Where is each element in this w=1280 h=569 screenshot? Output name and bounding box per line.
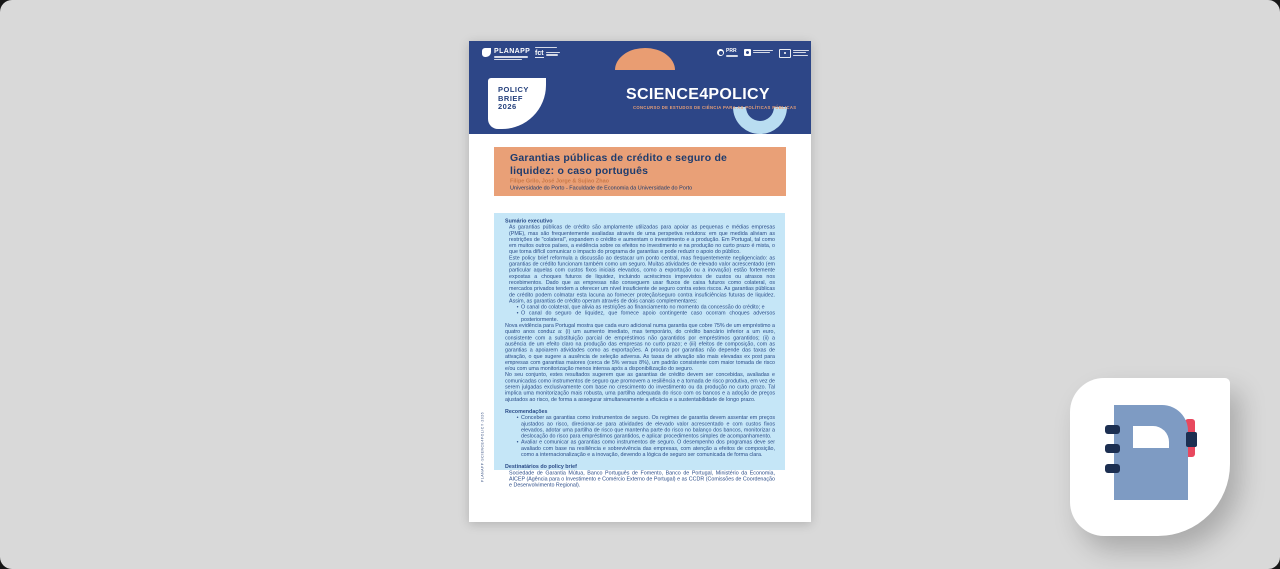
policy-brief-page — [469, 41, 811, 522]
eu-text-bar — [793, 50, 809, 51]
fct-logo-text: fct — [535, 50, 544, 58]
fct-caption-bar — [535, 47, 557, 48]
notebook-pen-clip-icon — [1186, 432, 1197, 447]
document-title-block — [494, 147, 786, 196]
document-affiliation: Universidade do Porto - Faculdade de Economia da Universidade do Porto — [510, 185, 693, 191]
notebook-icon — [1114, 405, 1188, 500]
section-heading-executive-summary: Sumário executivo — [505, 218, 553, 224]
prr-icon — [717, 49, 724, 56]
planapp-tagline-bar — [494, 56, 528, 57]
planapp-leaf-icon — [482, 48, 491, 57]
badge-line-brief: BRIEF — [498, 93, 523, 103]
bullet-icon: • — [516, 304, 519, 311]
document-authors: Filipe Grilo, José Jorge & Sujiao Zhao — [510, 178, 610, 184]
republica-portuguesa-icon — [744, 49, 751, 56]
republica-portuguesa-logo — [744, 49, 773, 56]
science4policy-subtitle: CONCURSO DE ESTUDOS DE CIÊNCIA PARA AS POLÍTICAS PÚBLICAS — [633, 105, 797, 110]
eu-flag-icon — [779, 49, 791, 58]
executive-paragraph: No seu conjunto, estes resultados sugerem que as garantias de crédito devem ser concebidas, avaliadas e comunicadas como instrumentos de seguro que promovem a resiliência e a tomada de risco produtiva, em vez de serem julgadas exclusivamente com base no crescimento do investimento ou da produção no curto prazo. Tal implica uma monitorização mais robusta, uma partilha adequada do risco com os bancos e a adoção de preços ajustados ao risco, de forma a assegurar simultaneamente a eficácia e a sustentabilidade de longo prazo. — [505, 371, 775, 403]
document-title: Garantias públicas de crédito e seguro de liquidez: o caso português — [510, 152, 728, 177]
section-heading-recipients: Destinatários do policy brief — [505, 463, 577, 470]
leaf-logo-container — [1070, 378, 1230, 536]
prr-logo — [717, 49, 738, 57]
policy-brief-badge — [488, 78, 546, 129]
eu-funding-logo — [779, 49, 809, 58]
bullet-icon: • — [516, 310, 519, 317]
prr-tagline-bar — [726, 55, 738, 56]
fct-tagline-bar — [546, 52, 560, 53]
planapp-logo-text: PLANAPP — [494, 48, 531, 55]
banner-header — [469, 41, 811, 134]
badge-line-year: 2026 — [498, 102, 517, 112]
notebook-ring-icon — [1105, 444, 1120, 453]
side-margin-micro-text: PLANAPP·SCIENCE4POLICY·2026 — [481, 411, 485, 482]
executive-paragraph: Este policy brief reformula a discussão ao destacar um ponto central, mas frequentemente negligenciado: as garantias de crédito funcionam também como um seguro. Muitas atividades de elevado valor acrescentado (em particular aquelas com custos fixos iniciais elevados, como a exportação ou a inovação) estão fortemente expostas a choques futuros de liquidez, incluindo acréscimos imprevistos de custos ou atrasos nos recebimentos. Dado que as empresas não conseguem usar fluxos de caixa futuros como colateral, os mercados privados tendem a oferecer um nível insuficiente de seguro contra estes riscos. As garantias públicas de crédito podem colmatar esta lacuna ao fornecer proteção/seguro contra insuficiências futuras de liquidez. Assim, as garantias de crédito operam através de dois canais complementares: — [509, 254, 775, 304]
recommendation-bullet: • Conceber as garantias como instrumentos de seguro. Os regimes de garantia devem assentar em preços ajustados ao risco, direcionar-se para atividades de elevado valor acrescentado e com custos fixos elevados, adotar uma partilha de risco que mantenha parte do risco no balanço dos bancos, monitorizar a deslocação do risco para empréstimos garantidos, e aplicar procedimentos simples de acompanhamento. — [514, 415, 775, 440]
gov-text-bar — [753, 50, 773, 51]
notebook-ring-icon — [1105, 425, 1120, 434]
executive-paragraph: Nova evidência para Portugal mostra que cada euro adicional numa garantia que cobre 75% de um empréstimo a quatro anos conduz a: (i) um aumento imediato, mas temporário, do crédito bancário inferior a um euro, consistente com a substituição parcial de empréstimos não garantidos por empréstimos garantidos; (ii) a ausência de um efeito claro na produção das empresas no curto prazo; e (iii) efeitos de composição, com as garantias a apoiarem atividades como as exportações. A procura por garantias não depende das taxas de ativação, o que sugere a ausência de seleção adversa. As taxas de ativação são mais elevadas ex post para empresas com garantias maiores (cerca de 5% versus 8%), um padrão consistente com maior tomada de risco e/ou com uma monitorização menos intensa após a disponibilização do seguro. — [505, 322, 775, 372]
fct-logo — [535, 47, 560, 58]
bullet-icon: • — [516, 439, 519, 446]
eu-text-bar — [793, 55, 808, 56]
planapp-logo — [482, 48, 530, 60]
badge-line-policy: POLICY — [498, 85, 529, 94]
orange-semicircle-shape — [615, 48, 675, 70]
notebook-ring-icon — [1105, 464, 1120, 473]
funding-logos — [717, 49, 809, 58]
blue-arc-shape — [733, 107, 787, 134]
gov-text-bar — [753, 52, 770, 53]
notebook-page-icon — [1133, 426, 1169, 448]
recipients-paragraph: Sociedade de Garantia Mútua, Banco Português de Fomento, Banco de Portugal, Ministério da Economia, AICEP (Agência para o Investimento e Comércio Externo de Portugal) e as CCDR (Comissões de Coordenação e Desenvolvimento Regional). — [509, 469, 775, 489]
fct-tagline-bar — [546, 54, 558, 55]
section-heading-recommendations: Recomendações — [505, 408, 548, 415]
bullet-icon: • — [516, 414, 519, 421]
executive-bullet: • O canal do colateral, que alivia as restrições ao financiamento no momento da concessão do crédito; e — [514, 304, 775, 310]
prr-logo-text: PRR — [726, 48, 737, 54]
recommendation-bullet: • Avaliar e comunicar as garantias como instrumentos de seguro. O desempenho dos programas deve ser avaliado com base na resiliência e sobrevivência das empresas, com atenção a efeitos de composição, como a internacionalização e a inovação, devendo a lógica de seguro ser comunicada de forma clara. — [514, 439, 775, 457]
executive-paragraph: As garantias públicas de crédito são amplamente utilizadas para apoiar as pequenas e médias empresas (PME), mas são frequentemente avaliadas através de uma perspetiva redutora: em que medida aliviam as restrições de "colateral", expandem o crédito e aumentam o investimento e a produção. Em Portugal, tal como em muitos outros países, a evidência sobre os efeitos no investimento e na produção no curto prazo é mista, o que torna difícil comunicar o impacto do programa de garantias e pode reduzir o apoio do público. — [509, 224, 775, 255]
planapp-tagline-bar — [494, 59, 522, 60]
science4policy-title: SCIENCE4POLICY — [626, 86, 770, 103]
executive-bullet: • O canal do seguro de liquidez, que fornece apoio contingente caso ocorram choques adversos posteriormente. — [514, 310, 775, 322]
document-body-box — [494, 213, 785, 489]
eu-text-bar — [793, 52, 806, 53]
